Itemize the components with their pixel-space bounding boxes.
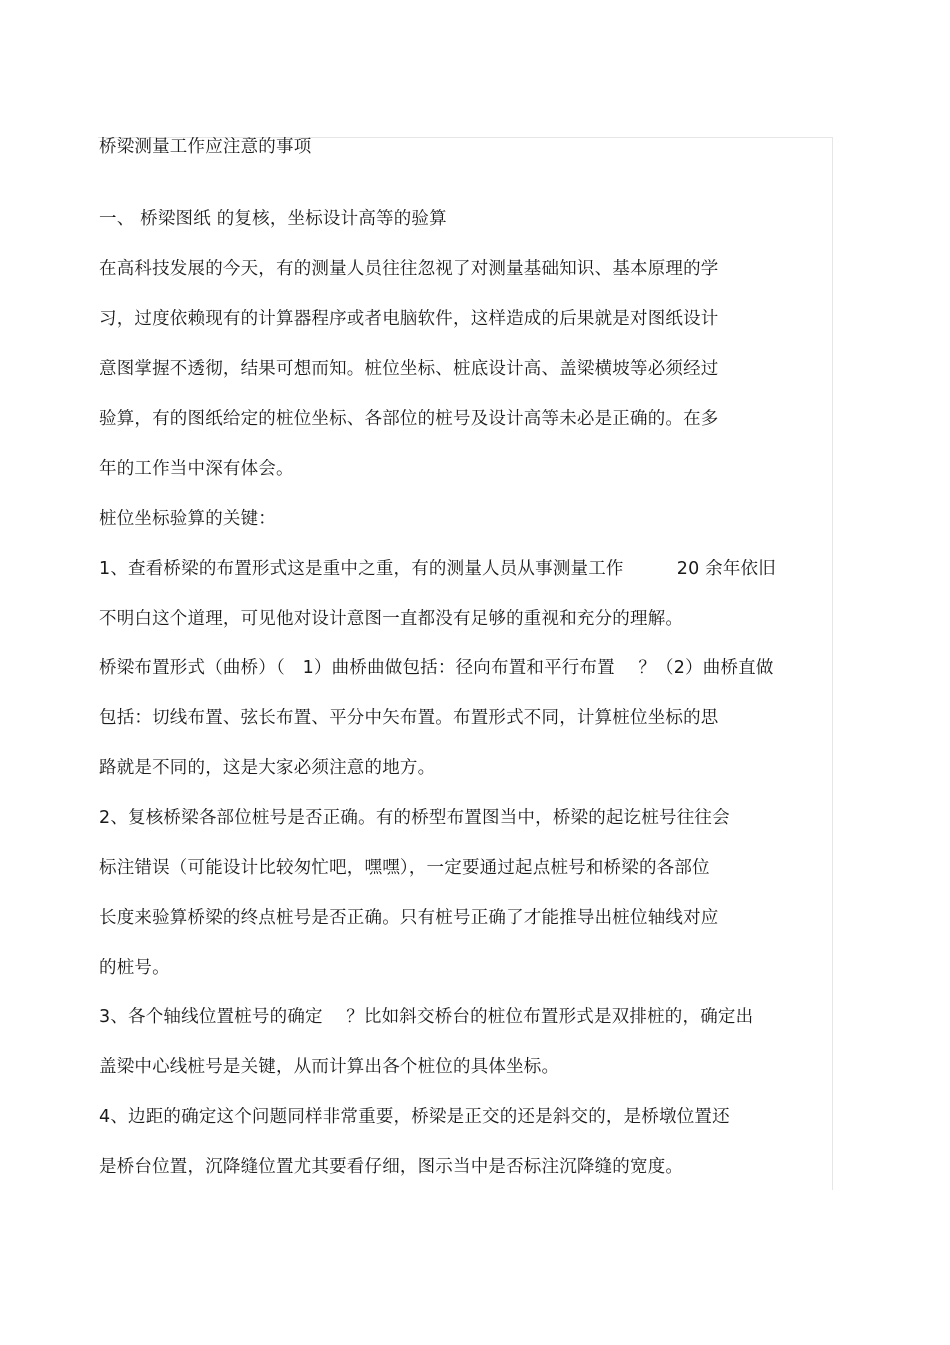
body-line: 标注错误（可能设计比较匆忙吧，嘿嘿），一定要通过起点桩号和桥梁的各部位 [99, 858, 710, 878]
body-line: 在高科技发展的今天，有的测量人员往往忽视了对测量基础知识、基本原理的学 [99, 259, 719, 279]
body-line: 路就是不同的，这是大家必须注意的地方。 [99, 758, 436, 778]
body-line: 桩位坐标验算的关键： [99, 509, 276, 529]
body-line: 盖梁中心线桩号是关键，从而计算出各个桩位的具体坐标。 [99, 1057, 560, 1077]
body-line: 4、边距的确定这个问题同样非常重要，桥梁是正交的还是斜交的，是桥墩位置还 [99, 1107, 730, 1127]
body-line: 不明白这个道理，可见他对设计意图一直都没有足够的重视和充分的理解。 [99, 609, 684, 629]
body-line: 2、复核桥梁各部位桩号是否正确。有的桥型布置图当中，桥梁的起讫桩号往往会 [99, 808, 730, 828]
body-line: 习，过度依赖现有的计算器程序或者电脑软件，这样造成的后果就是对图纸设计 [99, 309, 719, 329]
body-line: 意图掌握不透彻，结果可想而知。桩位坐标、桩底设计高、盖梁横坡等必须经过 [99, 359, 719, 379]
section-heading: 一、 桥梁图纸 的复核，坐标设计高等的验算 [99, 209, 447, 229]
body-line: 的桩号。 [99, 958, 170, 978]
body-line: 1、查看桥梁的布置形式这是重中之重，有的测量人员从事测量工作 20 余年依旧 [99, 559, 776, 579]
body-line: 长度来验算桥梁的终点桩号是否正确。只有桩号正确了才能推导出桩位轴线对应 [99, 908, 719, 928]
document-title: 桥梁测量工作应注意的事项 [99, 137, 312, 157]
body-line: 是桥台位置，沉降缝位置尤其要看仔细，图示当中是否标注沉降缝的宽度。 [99, 1157, 684, 1177]
body-line: 年的工作当中深有体会。 [99, 459, 294, 479]
body-line: 验算，有的图纸给定的桩位坐标、各部位的桩号及设计高等未必是正确的。在多 [99, 409, 719, 429]
body-line: 包括：切线布置、弦长布置、平分中矢布置。布置形式不同，计算桩位坐标的思 [99, 708, 719, 728]
body-line: 桥梁布置形式（曲桥）（ 1）曲桥曲做包括：径向布置和平行布置 ？（2）曲桥直做 [99, 658, 774, 678]
body-line: 3、各个轴线位置桩号的确定 ？比如斜交桥台的桩位布置形式是双排桩的，确定出 [99, 1007, 754, 1027]
